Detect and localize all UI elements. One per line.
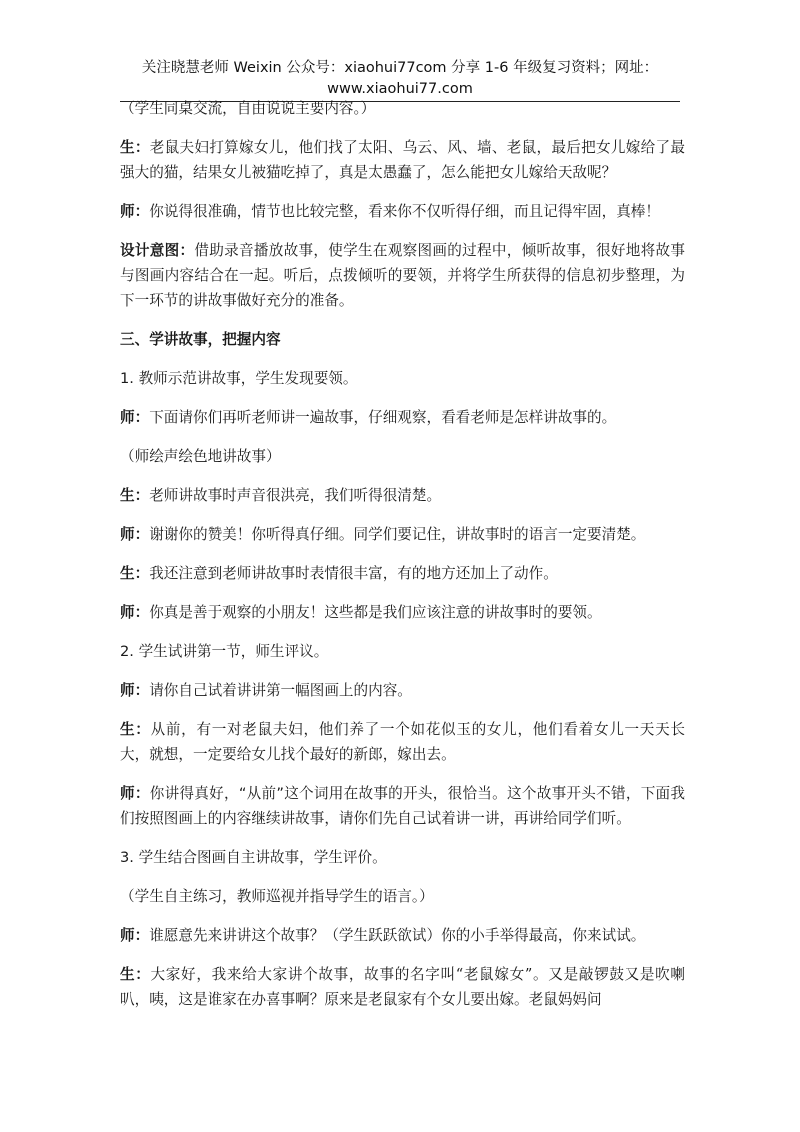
speaker-label: 生： <box>120 139 150 156</box>
speaker-label: 设计意图： <box>120 242 195 259</box>
paragraph-15 <box>120 781 685 831</box>
paragraph-6 <box>120 405 685 430</box>
speaker-label: 师： <box>120 785 150 802</box>
speaker-label: 师： <box>120 203 150 220</box>
speaker-label: 师： <box>120 604 150 621</box>
paragraph-9 <box>120 522 685 547</box>
paragraph-text: 你真是善于观察的小朋友！这些都是我们应该注意的讲故事时的要领。 <box>149 604 602 621</box>
paragraph-text: 大家好，我来给大家讲个故事，故事的名字叫“老鼠嫁女”。又是敲锣鼓又是吹喇叭，咦，这是谁家在办喜事啊？原来是老鼠家有个女儿要出嫁。老鼠妈妈问 <box>120 966 685 1008</box>
paragraph-text: （学生同桌交流，自由说说主要内容。） <box>120 100 376 117</box>
paragraph-text: 1. 教师示范讲故事，学生发现要领。 <box>120 370 358 387</box>
speaker-label: 师： <box>120 927 150 944</box>
paragraph-text: 谁愿意先来讲讲这个故事？（学生跃跃欲试）你的小手举得最高，你来试试。 <box>149 927 646 944</box>
paragraph-text: 请你自己试着讲讲第一幅图画上的内容。 <box>149 682 412 699</box>
paragraph-10 <box>120 561 685 586</box>
speaker-label: 生： <box>120 565 150 582</box>
paragraph-text: 2. 学生试讲第一节，师生评议。 <box>120 643 329 660</box>
header-line-1: 关注晓慧老师 Weixin 公众号：xiaohui77com 分享 1-6 年级复习资料；网址： <box>141 60 659 76</box>
paragraph-11 <box>120 600 685 625</box>
paragraph-text: （学生自主练习，教师巡视并指导学生的语言。） <box>120 888 434 905</box>
paragraph-3 <box>120 238 685 313</box>
paragraph-2 <box>120 199 685 224</box>
paragraph-16 <box>120 845 685 870</box>
paragraph-text: （师绘声绘色地讲故事） <box>120 448 281 465</box>
document-body <box>120 96 685 1024</box>
paragraph-14 <box>120 717 685 767</box>
speaker-label: 师： <box>120 409 150 426</box>
section-heading <box>120 327 685 352</box>
paragraph-19 <box>120 962 685 1012</box>
speaker-label: 生： <box>120 721 151 738</box>
paragraph-text: 借助录音播放故事，使学生在观察图画的过程中，倾听故事，很好地将故事与图画内容结合在一起。听后，点拨倾听的要领，并将学生所获得的信息初步整理，为下一环节的讲故事做好充分的准备。 <box>120 242 685 309</box>
paragraph-1 <box>120 135 685 185</box>
paragraph-18 <box>120 923 685 948</box>
paragraph-text: 老鼠夫妇打算嫁女儿，他们找了太阳、乌云、风、墙、老鼠，最后把女儿嫁给了最强大的猫，结果女儿被猫吃掉了，真是太愚蠢了，怎么能把女儿嫁给天敌呢？ <box>120 139 685 181</box>
paragraph-7 <box>120 444 685 469</box>
paragraph-17 <box>120 884 685 909</box>
paragraph-0 <box>120 96 685 121</box>
paragraph-text: 三、学讲故事，把握内容 <box>120 331 281 348</box>
paragraph-text: 下面请你们再听老师讲一遍故事，仔细观察，看看老师是怎样讲故事的。 <box>149 409 617 426</box>
paragraph-text: 3. 学生结合图画自主讲故事，学生评价。 <box>120 849 387 866</box>
paragraph-text: 你讲得真好，“从前”这个词用在故事的开头，很恰当。这个故事开头不错，下面我们按照图画上的内容继续讲故事，请你们先自己试着讲一讲，再讲给同学们听。 <box>120 785 685 827</box>
paragraph-8 <box>120 483 685 508</box>
paragraph-13 <box>120 678 685 703</box>
page-header <box>120 58 680 100</box>
paragraph-5 <box>120 366 685 391</box>
paragraph-text: 从前，有一对老鼠夫妇，他们养了一个如花似玉的女儿，他们看着女儿一天天长大，就想，一定要给女儿找个最好的新郎，嫁出去。 <box>120 721 685 763</box>
speaker-label: 师： <box>120 526 150 543</box>
paragraph-text: 老师讲故事时声音很洪亮，我们听得很清楚。 <box>149 487 442 504</box>
header-line-2: www.xiaohui77.com <box>327 81 473 97</box>
paragraph-12 <box>120 639 685 664</box>
paragraph-text: 我还注意到老师讲故事时表情很丰富，有的地方还加上了动作。 <box>149 565 558 582</box>
paragraph-text: 你说得很准确，情节也比较完整，看来你不仅听得仔细，而且记得牢固，真棒！ <box>149 203 660 220</box>
paragraph-text: 谢谢你的赞美！你听得真仔细。同学们要记住，讲故事时的语言一定要清楚。 <box>149 526 646 543</box>
speaker-label: 生： <box>120 487 150 504</box>
speaker-label: 生： <box>120 966 151 983</box>
speaker-label: 师： <box>120 682 150 699</box>
